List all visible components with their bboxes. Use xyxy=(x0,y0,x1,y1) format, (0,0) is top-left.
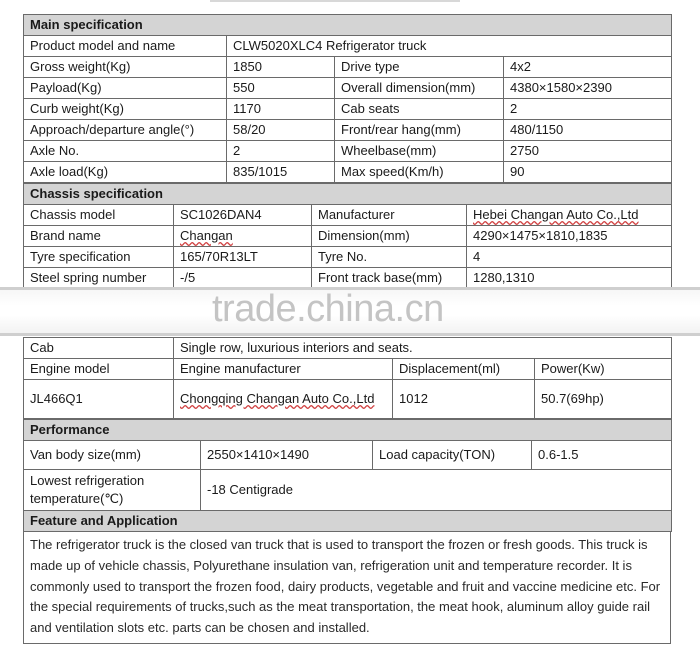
van-size-value: 2550×1410×1490 xyxy=(201,441,373,470)
table-row xyxy=(24,226,672,247)
spec-value: Hebei Changan Auto Co.,Ltd xyxy=(467,205,672,226)
spec-value: Changan xyxy=(174,226,312,247)
spec-value: 90 xyxy=(504,162,672,183)
feature-description: The refrigerator truck is the closed van truck that is used to transport the frozen or fresh goods. This truck is made up of vehicle chassis, Polyurethane insulation van, refrigeration unit and temperature recorder. It is commonly used to transport the frozen food, dairy products, vegetable and fruit and vaccine medicine etc. For the special requirements of trucks,such as the meat transportation, the meat hook, aluminum alloy guide rail and ventilation slots etc. parts can be chosen and installed. xyxy=(23,532,671,644)
spec-label: Cab seats xyxy=(335,99,504,120)
feature-heading: Feature and Application xyxy=(24,511,672,532)
spec-value: 4 xyxy=(467,247,672,268)
engine-table xyxy=(23,337,672,419)
spec-value: -/5 xyxy=(174,268,312,289)
power-header: Power(Kw) xyxy=(535,359,672,380)
spec-value: SC1026DAN4 xyxy=(174,205,312,226)
lowest-temp-value: -18 Centigrade xyxy=(201,470,672,511)
spec-label: Max speed(Km/h) xyxy=(335,162,504,183)
spec-value: 165/70R13LT xyxy=(174,247,312,268)
table-row xyxy=(24,162,672,183)
table-row xyxy=(24,380,672,419)
spec-value: 4290×1475×1810,1835 xyxy=(467,226,672,247)
table-row xyxy=(24,205,672,226)
spec-label: Overall dimension(mm) xyxy=(335,78,504,99)
spec-label: Tyre No. xyxy=(312,247,467,268)
van-size-label: Van body size(mm) xyxy=(24,441,201,470)
spec-value: 2 xyxy=(227,141,335,162)
power-value: 50.7(69hp) xyxy=(535,380,672,419)
table-row xyxy=(24,57,672,78)
spec-value: 58/20 xyxy=(227,120,335,141)
displacement-header: Displacement(ml) xyxy=(393,359,535,380)
spec-value: 2750 xyxy=(504,141,672,162)
spec-label: Front track base(mm) xyxy=(312,268,467,289)
engine-manufacturer-header: Engine manufacturer xyxy=(174,359,393,380)
spec-label: Steel spring number xyxy=(24,268,174,289)
top-decoration-line xyxy=(210,0,460,2)
main-spec-table xyxy=(23,14,672,183)
spec-label: Curb weight(Kg) xyxy=(24,99,227,120)
performance-table xyxy=(23,419,672,532)
band-divider xyxy=(0,333,700,336)
load-capacity-label: Load capacity(TON) xyxy=(373,441,532,470)
spec-value: 1850 xyxy=(227,57,335,78)
cab-value: Single row, luxurious interiors and seats. xyxy=(174,338,672,359)
displacement-value: 1012 xyxy=(393,380,535,419)
spec-value: 1280,1310 xyxy=(467,268,672,289)
chassis-spec-heading: Chassis specification xyxy=(24,184,672,205)
load-capacity-value: 0.6-1.5 xyxy=(532,441,672,470)
lowest-temp-label: Lowest refrigeration temperature(℃) xyxy=(24,470,201,511)
table-row xyxy=(24,338,672,359)
table-row xyxy=(24,359,672,380)
spec-label: Drive type xyxy=(335,57,504,78)
product-label: Product model and name xyxy=(24,36,227,57)
engine-manufacturer-value: Chongqing Changan Auto Co.,Ltd xyxy=(174,380,393,419)
spec-label: Tyre specification xyxy=(24,247,174,268)
spec-value: 2 xyxy=(504,99,672,120)
table-row xyxy=(24,120,672,141)
chassis-spec-table xyxy=(23,183,672,289)
performance-heading: Performance xyxy=(24,420,672,441)
spec-label: Axle No. xyxy=(24,141,227,162)
spec-label: Front/rear hang(mm) xyxy=(335,120,504,141)
spec-sheet xyxy=(23,14,671,289)
spec-label: Gross weight(Kg) xyxy=(24,57,227,78)
spec-label: Dimension(mm) xyxy=(312,226,467,247)
engine-model-value: JL466Q1 xyxy=(24,380,174,419)
table-row xyxy=(24,247,672,268)
spec-label: Payload(Kg) xyxy=(24,78,227,99)
spec-label: Approach/departure angle(°) xyxy=(24,120,227,141)
table-row xyxy=(24,99,672,120)
spec-value: 4x2 xyxy=(504,57,672,78)
watermark-text: trade.china.cn xyxy=(212,288,444,330)
table-row xyxy=(24,268,672,289)
spec-label: Wheelbase(mm) xyxy=(335,141,504,162)
spec-value: 1170 xyxy=(227,99,335,120)
spec-label: Manufacturer xyxy=(312,205,467,226)
spec-value: 550 xyxy=(227,78,335,99)
spec-sheet-lower xyxy=(23,337,671,644)
table-row xyxy=(24,78,672,99)
spec-value: 835/1015 xyxy=(227,162,335,183)
spec-label: Chassis model xyxy=(24,205,174,226)
table-row xyxy=(24,141,672,162)
engine-model-header: Engine model xyxy=(24,359,174,380)
spec-value: 4380×1580×2390 xyxy=(504,78,672,99)
spec-value: 480/1150 xyxy=(504,120,672,141)
product-value: CLW5020XLC4 Refrigerator truck xyxy=(227,36,672,57)
cab-label: Cab xyxy=(24,338,174,359)
spec-label: Axle load(Kg) xyxy=(24,162,227,183)
table-row xyxy=(24,441,672,470)
spec-label: Brand name xyxy=(24,226,174,247)
main-spec-heading: Main specification xyxy=(24,15,672,36)
table-row xyxy=(24,470,672,511)
